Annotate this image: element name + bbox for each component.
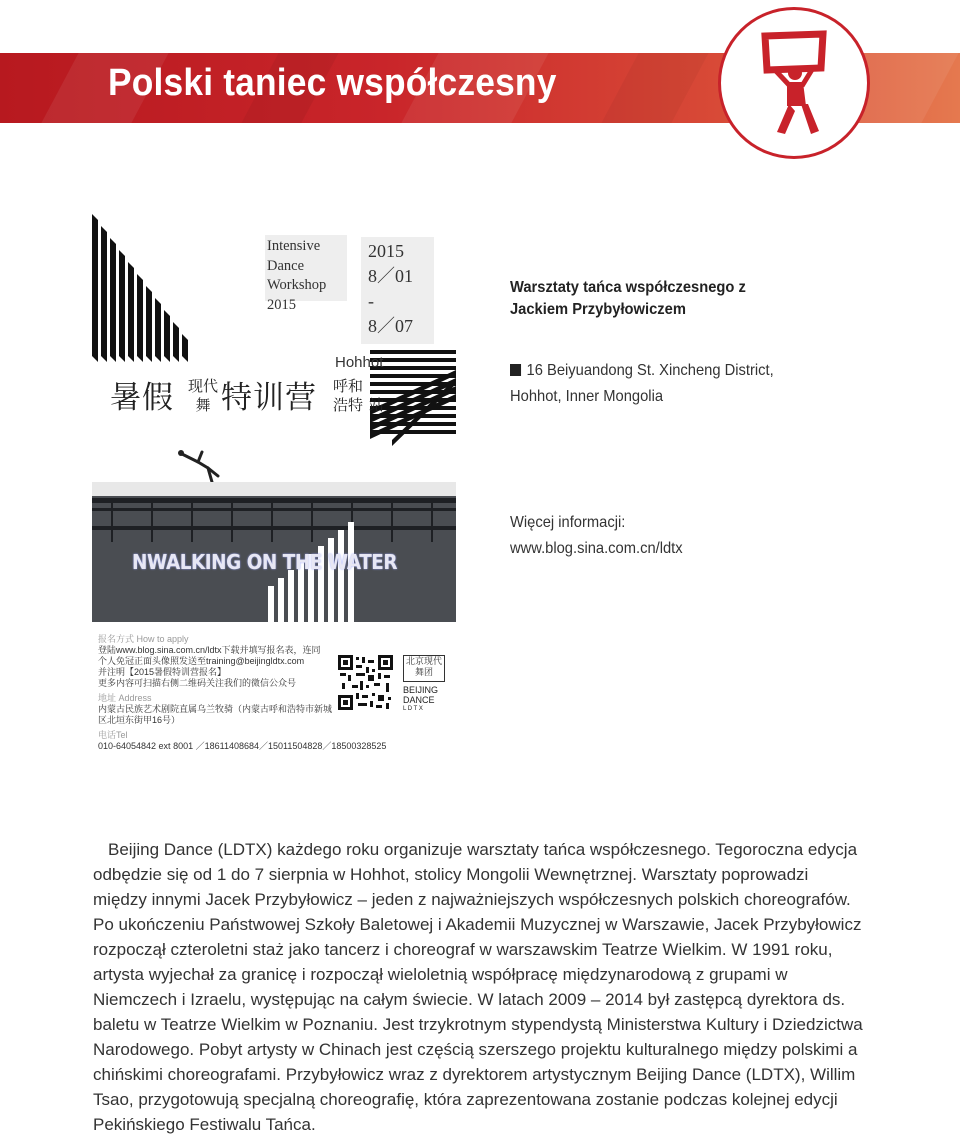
more-info-label: Więcej informacji: bbox=[510, 514, 626, 531]
apply-section: 报名方式 How to apply 登陆www.blog.sina.com.cn/ldtx下载并填写报名表，连同 个人免冠正面头像照发送至training@beijingldtx.com 并注明【2015暑假特训营报名】 更多内容可扫描右侧二维码关注我们的微信公众号 地址 Address 内蒙古民族艺术剧院直属乌兰牧骑（内蒙古呼和浩特市新城 区北垣东街甲16号） 电话Tel 010-64054842 ext 8001 ／18611408684／15011504828／18500328525 bbox=[98, 634, 387, 751]
performance-photo bbox=[92, 482, 456, 622]
date-label: 2015 8／01 - 8／07 bbox=[361, 237, 434, 344]
ldtx-logo: 北京现代舞团 BEIJING DANCE L D T X bbox=[403, 655, 445, 710]
graffiti-text: NWALKING ON THE WATER bbox=[132, 550, 398, 574]
ldtx-cn-mark: 北京现代舞团 bbox=[403, 655, 445, 682]
chinese-city: 呼和 浩特 bbox=[333, 378, 364, 414]
workshop-label: Intensive Dance Workshop 2015 bbox=[265, 235, 347, 301]
address-label: 地址 Address bbox=[98, 693, 152, 703]
city-label: Hohhot bbox=[335, 354, 384, 371]
figure-with-sign-icon bbox=[721, 10, 867, 156]
more-info-link[interactable]: www.blog.sina.com.cn/ldtx bbox=[510, 540, 683, 557]
article-body: Beijing Dance (LDTX) każdego roku organizuje warsztaty tańca współczesnego. Tegoroczna edycja odbędzie się od 1 do 7 sierpnia w Hohhot, stolicy Mongolii Wewnętrznej. Warsztaty poprowadzi między innymi Jacek Przybyłowicz – jeden z najważniejszych współczesnych polskich choreografów. Po ukończeniu Państwowej Szkoły Baletowej i Akademii Muzycznej w Warszawie, Jacek Przybyłowicz rozpoczął czteroletni staż jako tancerz i choreograf w warszawskim Teatrze Wielkim. W 1991 roku, artysta wyjechał za granicę i rozpoczął wieloletnią współpracę międzynarodową z grupami w Niemczech i Izraelu, występując na całym świecie. W latach 2009 – 2014 był zastępcą dyrektora ds. baletu w Teatrze Wielkim w Poznaniu. Jest trzykrotnym stypendystą Ministerstwa Kultury i Dziedzictwa Narodowego. Pobyt artysty w Chinach jest częścią szerszego projektu kulturalnego między polskimi a chińskimi choreografami. Przybyłowicz wraz z dyrektorem artystycznym Beijing Dance (LDTX), Willim Tsao, przygotowują specjalną choreografię, która zaprezentowana zostanie podczas kolejnej edycji Pekińskiego Festiwalu Tańca. bbox=[93, 840, 863, 1134]
dancer-icon bbox=[178, 448, 228, 486]
institute-logo bbox=[718, 7, 870, 159]
chinese-station: 站 bbox=[369, 397, 385, 414]
chinese-title-1: 暑假 bbox=[110, 380, 174, 415]
bullet-square-icon bbox=[510, 364, 521, 376]
chinese-title-2: 特训营 bbox=[221, 380, 317, 415]
qr-code-icon[interactable] bbox=[338, 655, 393, 710]
address-line-2: Hohhot, Inner Mongolia bbox=[510, 388, 664, 405]
page-title: Polski taniec współczesny bbox=[108, 62, 557, 104]
chinese-modern-dance: 现代 舞 bbox=[187, 378, 218, 414]
address-line-1: 16 Beiyuandong St. Xincheng District, bbox=[510, 358, 774, 384]
apply-label: 报名方式 How to apply bbox=[98, 634, 189, 644]
workshop-heading: Warsztaty tańca współczesnego z Jackiem Przybyłowiczem bbox=[510, 279, 746, 318]
tel-label: 电话Tel bbox=[98, 730, 128, 740]
tel-numbers: 010-64054842 ext 8001 ／18611408684／15011504828／18500328525 bbox=[98, 741, 387, 751]
